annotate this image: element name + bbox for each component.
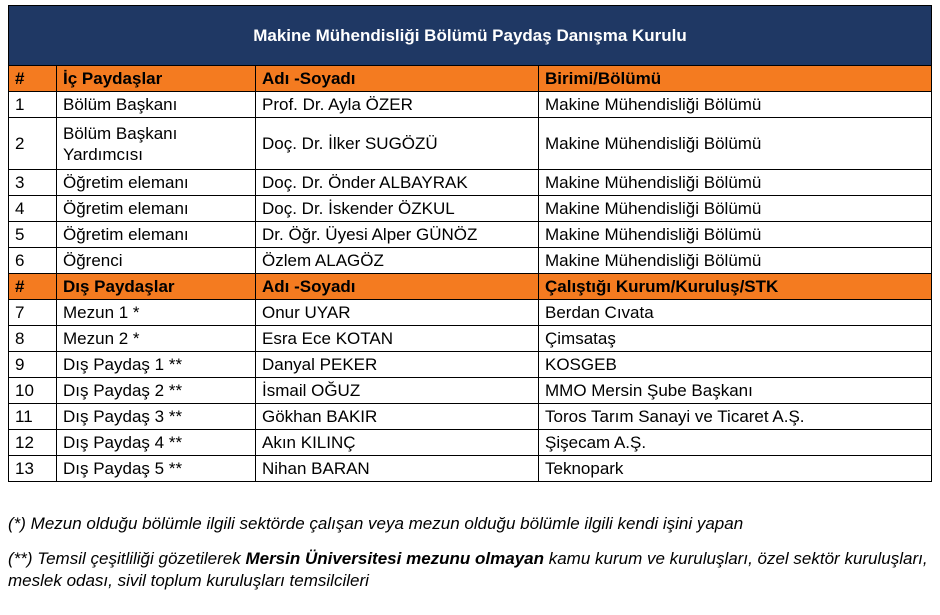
institution: Çimsataş [539, 326, 932, 352]
internal-stakeholders-header [9, 66, 932, 92]
table-row [9, 404, 932, 430]
institution: Teknopark [539, 456, 932, 482]
stakeholder-role: Dış Paydaş 5 ** [57, 456, 256, 482]
stakeholder-table [8, 5, 932, 482]
table-title-row [9, 6, 932, 66]
row-number: 6 [9, 248, 57, 274]
person-name: Özlem ALAGÖZ [256, 248, 539, 274]
header-cell: Birimi/Bölümü [539, 66, 932, 92]
row-number: 12 [9, 430, 57, 456]
person-name: Akın KILINÇ [256, 430, 539, 456]
table-title: Makine Mühendisliği Bölümü Paydaş Danışma Kurulu [9, 6, 932, 66]
stakeholder-role: Öğretim elemanı [57, 196, 256, 222]
row-number: 2 [9, 118, 57, 170]
institution: Makine Mühendisliği Bölümü [539, 196, 932, 222]
person-name: İsmail OĞUZ [256, 378, 539, 404]
person-name: Doç. Dr. İskender ÖZKUL [256, 196, 539, 222]
person-name: Doç. Dr. Önder ALBAYRAK [256, 170, 539, 196]
stakeholder-role: Öğretim elemanı [57, 170, 256, 196]
row-number: 1 [9, 92, 57, 118]
institution: Makine Mühendisliği Bölümü [539, 248, 932, 274]
table-row [9, 222, 932, 248]
row-number: 4 [9, 196, 57, 222]
stakeholder-role: Dış Paydaş 3 ** [57, 404, 256, 430]
footnote-2: (**) Temsil çeşitliliği gözetilerek Mersin Üniversitesi mezunu olmayan kamu kurum ve kuruluşları, özel sektör kuruluşları, meslek odası, sivil toplum kuruluşları temsilcileri [8, 549, 928, 590]
header-cell: Adı -Soyadı [256, 66, 539, 92]
stakeholder-role: Öğrenci [57, 248, 256, 274]
stakeholder-role: Dış Paydaş 1 ** [57, 352, 256, 378]
table-row [9, 300, 932, 326]
footnote-1: (*) Mezun olduğu bölümle ilgili sektörde çalışan veya mezun olduğu bölümle ilgili kendi işini yapan [8, 514, 744, 533]
institution: Berdan Cıvata [539, 300, 932, 326]
table-row [9, 92, 932, 118]
person-name: Gökhan BAKIR [256, 404, 539, 430]
table-row [9, 352, 932, 378]
stakeholder-role: Bölüm Başkanı [57, 92, 256, 118]
row-number: 3 [9, 170, 57, 196]
row-number: 10 [9, 378, 57, 404]
stakeholder-role: Mezun 1 * [57, 300, 256, 326]
row-number: 8 [9, 326, 57, 352]
table-row [9, 326, 932, 352]
institution: Makine Mühendisliği Bölümü [539, 222, 932, 248]
stakeholder-role: Dış Paydaş 4 ** [57, 430, 256, 456]
institution: Makine Mühendisliği Bölümü [539, 118, 932, 170]
person-name: Doç. Dr. İlker SUGÖZÜ [256, 118, 539, 170]
header-cell: # [9, 274, 57, 300]
stakeholder-role: Bölüm Başkanı Yardımcısı [57, 118, 256, 170]
external-stakeholders-header [9, 274, 932, 300]
header-cell: İç Paydaşlar [57, 66, 256, 92]
header-cell: # [9, 66, 57, 92]
table-row [9, 378, 932, 404]
footnote-2-emphasis: Mersin Üniversitesi mezunu olmayan [245, 549, 544, 568]
institution: Toros Tarım Sanayi ve Ticaret A.Ş. [539, 404, 932, 430]
stakeholder-role: Dış Paydaş 2 ** [57, 378, 256, 404]
person-name: Nihan BARAN [256, 456, 539, 482]
table-row [9, 118, 932, 170]
stakeholder-role: Öğretim elemanı [57, 222, 256, 248]
row-number: 5 [9, 222, 57, 248]
person-name: Danyal PEKER [256, 352, 539, 378]
header-cell: Dış Paydaşlar [57, 274, 256, 300]
row-number: 9 [9, 352, 57, 378]
header-cell: Adı -Soyadı [256, 274, 539, 300]
stakeholder-board-table-wrapper [8, 5, 931, 482]
table-row [9, 248, 932, 274]
table-row [9, 430, 932, 456]
person-name: Esra Ece KOTAN [256, 326, 539, 352]
header-cell: Çalıştığı Kurum/Kuruluş/STK [539, 274, 932, 300]
institution: Makine Mühendisliği Bölümü [539, 170, 932, 196]
stakeholder-role: Mezun 2 * [57, 326, 256, 352]
person-name: Dr. Öğr. Üyesi Alper GÜNÖZ [256, 222, 539, 248]
institution: KOSGEB [539, 352, 932, 378]
table-row [9, 456, 932, 482]
institution: Makine Mühendisliği Bölümü [539, 92, 932, 118]
person-name: Prof. Dr. Ayla ÖZER [256, 92, 539, 118]
institution: Şişecam A.Ş. [539, 430, 932, 456]
table-row [9, 196, 932, 222]
person-name: Onur UYAR [256, 300, 539, 326]
institution: MMO Mersin Şube Başkanı [539, 378, 932, 404]
row-number: 7 [9, 300, 57, 326]
table-row [9, 170, 932, 196]
footnotes [8, 513, 931, 592]
row-number: 13 [9, 456, 57, 482]
row-number: 11 [9, 404, 57, 430]
